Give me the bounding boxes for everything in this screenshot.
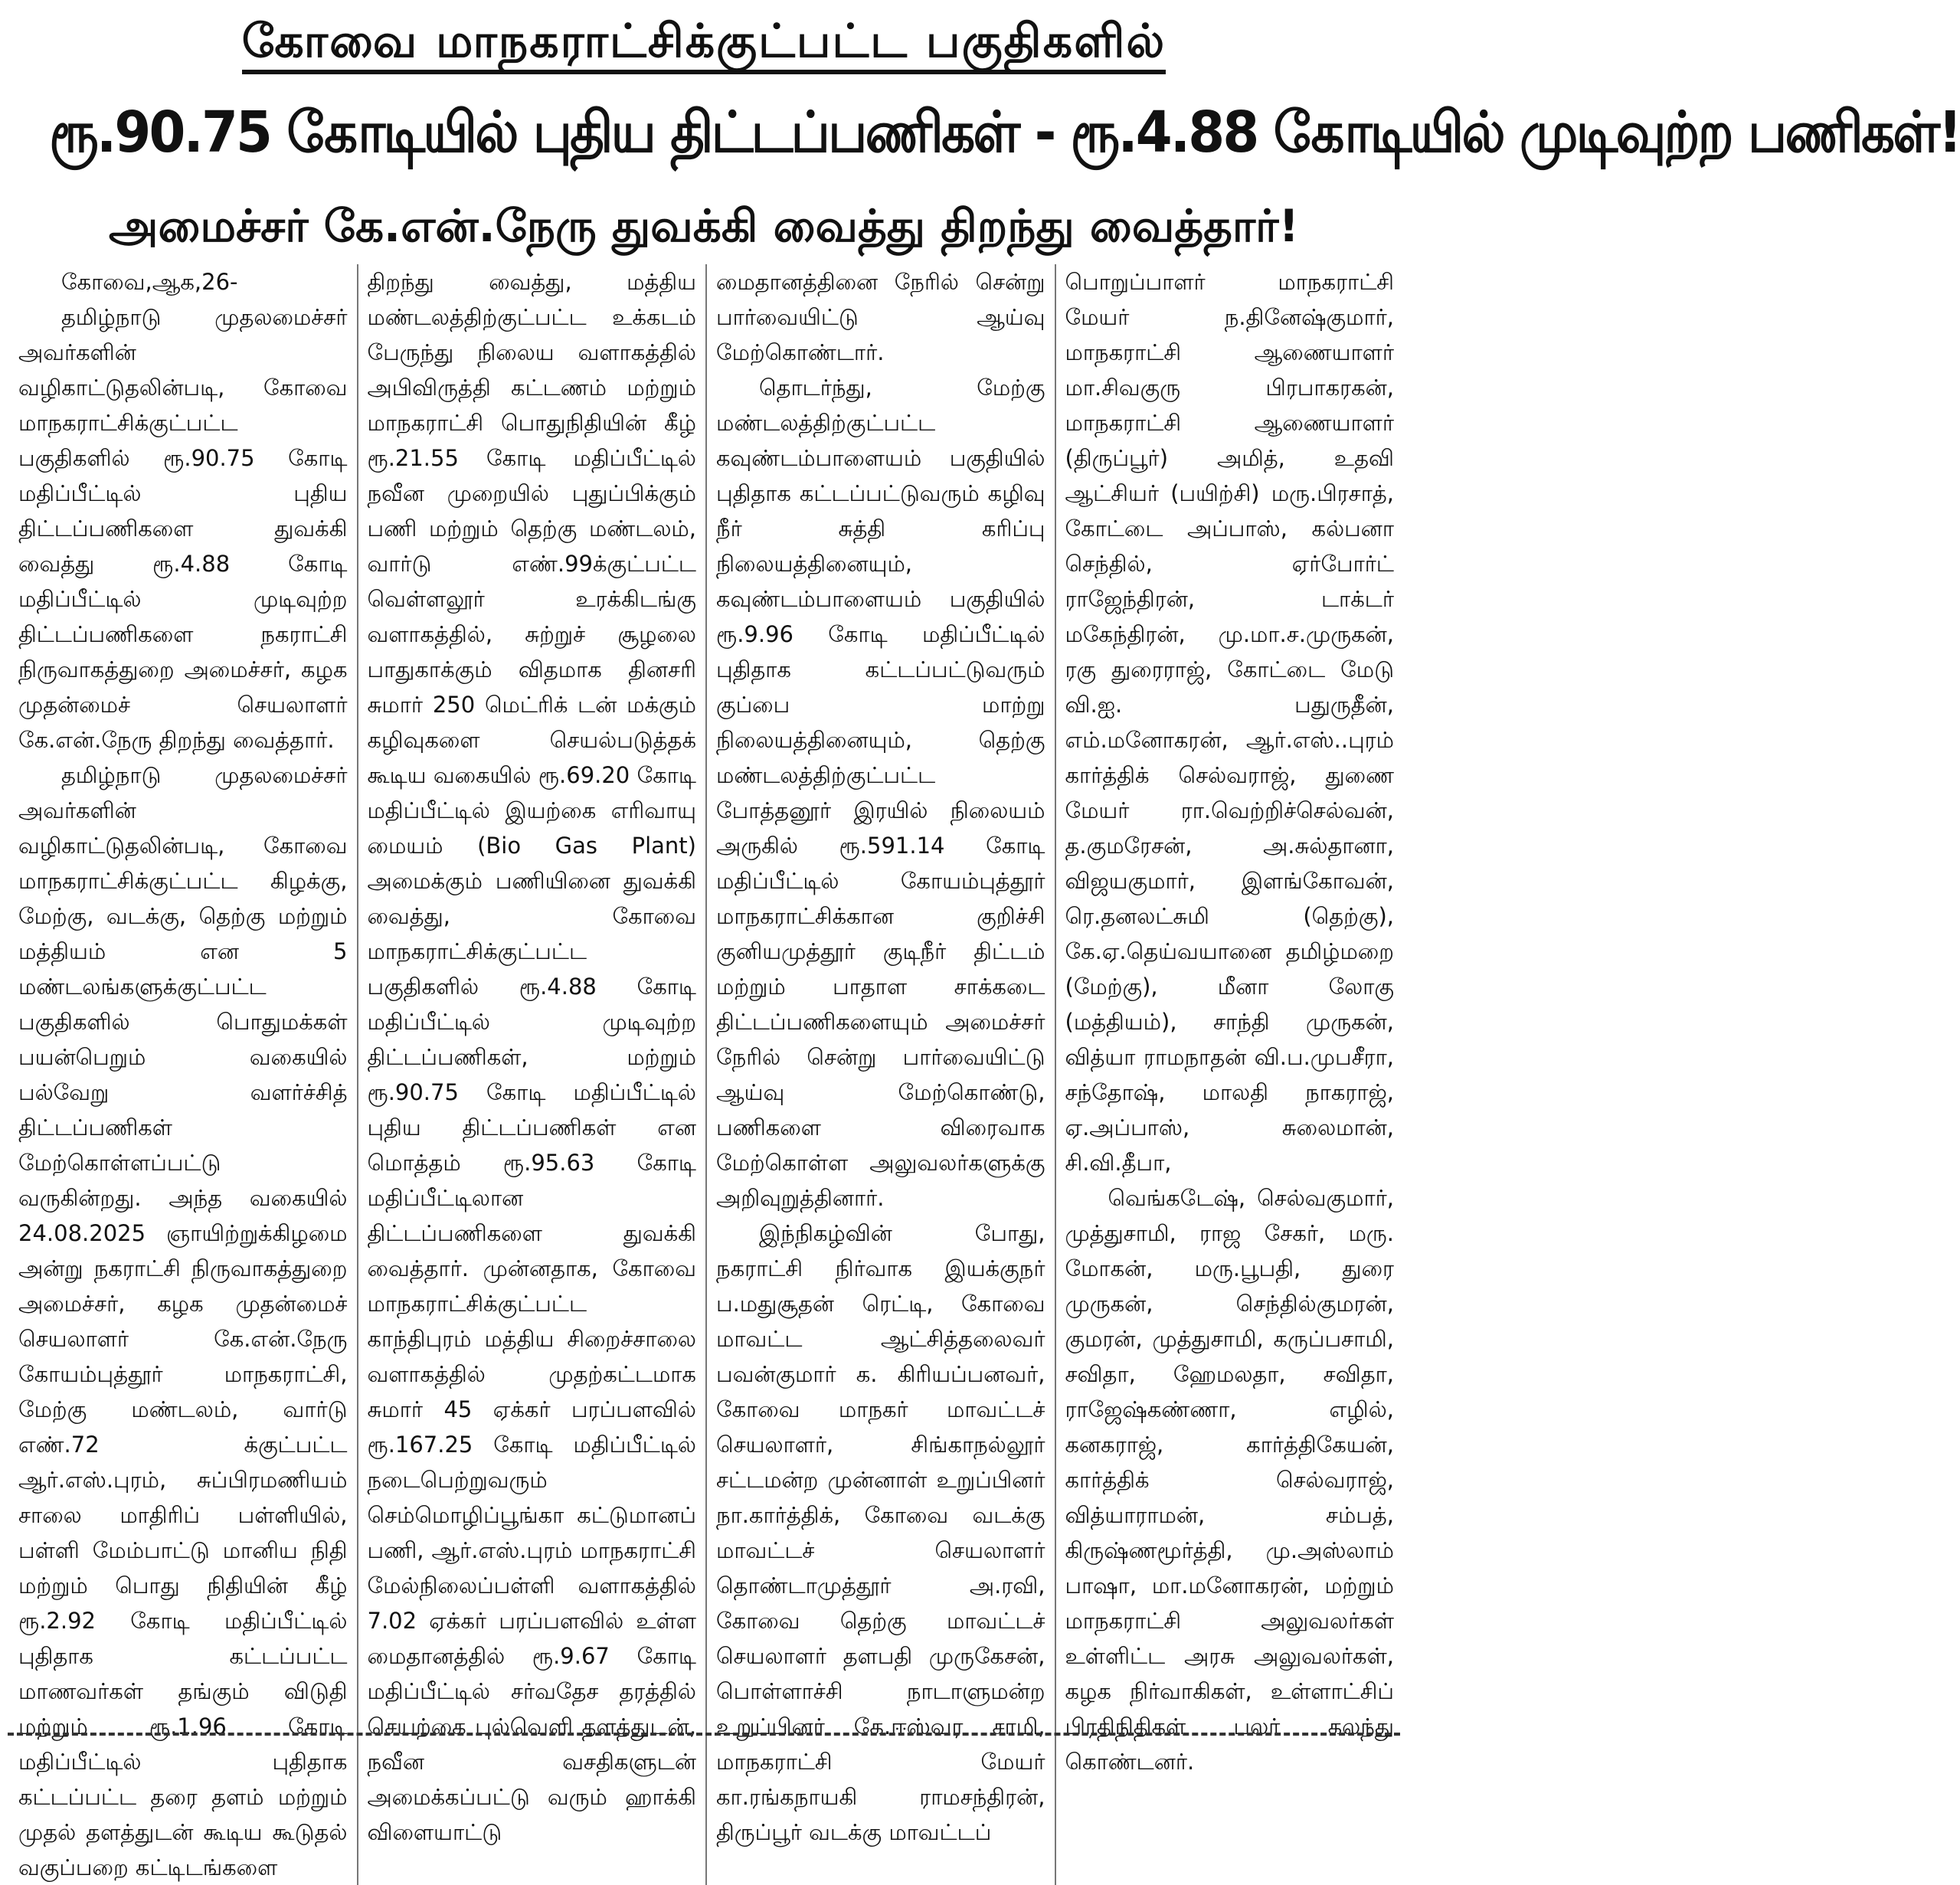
article-column-3 xyxy=(716,264,1045,1885)
paragraph: தமிழ்நாடு முதலமைச்சர் அவர்களின் வழிகாட்டுதலின்படி, கோவை மாநகராட்சிக்குட்பட்ட கிழக்கு, மேற்கு, வடக்கு, தெற்கு மற்றும் மத்தியம் என 5 மண்டலங்களுக்குட்பட்ட பகுதிகளில் பொதுமக்கள் பயன்பெறும் வகையில் பல்வேறு வளர்ச்சித் திட்டப்பணிகள் மேற்கொள்ளப்பட்டு வருகின்றது. அந்த வகையில் 24.08.2025 ஞாயிற்றுக்கிழமை அன்று நகராட்சி நிருவாகத்துறை அமைச்சர், கழக முதன்மைச் செயலாளர் கே.என்.நேரு கோயம்புத்தூர் மாநகராட்சி, மேற்கு மண்டலம், வார்டு எண்.72 க்குட்பட்ட ஆர்.எஸ்.புரம், சுப்பிரமணியம் சாலை மாதிரிப் பள்ளியில், பள்ளி மேம்பாட்டு மானிய நிதி மற்றும் பொது நிதியின் கீழ் ரூ.2.92 கோடி மதிப்பீட்டில் புதிதாக கட்டப்பட்ட மாணவர்கள் தங்கும் விடுதி மற்றும் ரூ.1.96 கோடி மதிப்பீட்டில் புதிதாக கட்டப்பட்ட தரை தளம் மற்றும் முதல் தளத்துடன் கூடிய கூடுதல் வகுப்பறை கட்டிடங்களை xyxy=(18,762,348,1880)
main-headline: ரூ.90.75 கோடியில் புதிய திட்டப்பணிகள் - ரூ.4.88 கோடியில் முடிவுற்ற பணிகள்! xyxy=(49,100,1960,165)
kicker-heading xyxy=(0,14,1408,69)
paragraph: மைதானத்தினை நேரில் சென்று பார்வையிட்டு ஆய்வு மேற்கொண்டார். xyxy=(716,269,1045,365)
paragraph: திறந்து வைத்து, மத்திய மண்டலத்திற்குட்பட்ட உக்கடம் பேருந்து நிலைய வளாகத்தில் அபிவிருத்தி கட்டணம் மற்றும் மாநகராட்சி பொதுநிதியின் கீழ் ரூ.21.55 கோடி மதிப்பீட்டில் நவீன முறையில் புதுப்பிக்கும் பணி மற்றும் தெற்கு மண்டலம், வார்டு எண்.99க்குட்பட்ட வெள்ளலூர் உரக்கிடங்கு வளாகத்தில், சுற்றுச் சூழலை பாதுகாக்கும் விதமாக தினசரி சுமார் 250 மெட்ரிக் டன் மக்கும் கழிவுகளை செயல்படுத்தக் கூடிய வகையில் ரூ.69.20 கோடி மதிப்பீட்டில் இயற்கை எரிவாயு மையம் (Bio Gas Plant) அமைக்கும் பணியினை துவக்கி வைத்து, கோவை மாநகராட்சிக்குட்பட்ட பகுதிகளில் ரூ.4.88 கோடி மதிப்பீட்டில் முடிவுற்ற திட்டப்பணிகள், மற்றும் ரூ.90.75 கோடி மதிப்பீட்டில் புதிய திட்டப்பணிகள் என மொத்தம் ரூ.95.63 கோடி மதிப்பீட்டிலான திட்டப்பணிகளை துவக்கி வைத்தார். முன்னதாக, கோவை மாநகராட்சிக்குட்பட்ட காந்திபுரம் மத்திய சிறைச்சாலை வளாகத்தில் முதற்கட்டமாக சுமார் 45 ஏக்கர் பரப்பளவில் ரூ.167.25 கோடி மதிப்பீட்டில் நடைபெற்றுவரும் செம்மொழிப்பூங்கா கட்டுமானப் பணி, ஆர்.எஸ்.புரம் மாநகராட்சி மேல்நிலைப்பள்ளி வளாகத்தில் 7.02 ஏக்கர் பரப்பளவில் உள்ள மைதானத்தில் ரூ.9.67 கோடி மதிப்பீட்டில் சர்வதேச தரத்தில் செயற்கை புல்வெளி தளத்துடன், நவீன வசதிகளுடன் அமைக்கப்பட்டு வரும் ஹாக்கி விளையாட்டு xyxy=(367,269,696,1845)
article-body xyxy=(18,264,1394,1880)
paragraph: வெங்கடேஷ், செல்வகுமார், முத்துசாமி, ராஜ சேகர், மரு. மோகன், மரு.பூபதி, துரை முருகன், செந்தில்குமரன், குமரன், முத்துசாமி, கருப்பசாமி, சவிதா, ஹேமலதா, சவிதா, ராஜேஷ்கண்ணா, எழில், கனகராஜ், கார்த்திகேயன், கார்த்திக் செல்வராஜ், வித்யாராமன், சம்பத், கிருஷ்ணமூர்த்தி, மு.அஸ்லாம் பாஷா, மா.மனோகரன், மற்றும் மாநகராட்சி அலுவலர்கள் உள்ளிட்ட அரசு அலுவலர்கள், கழக நிர்வாகிகள், உள்ளாட்சிப் பிரதிநிதிகள் பலர் கலந்து கொண்டனர். xyxy=(1065,1185,1394,1775)
paragraph: தமிழ்நாடு முதலமைச்சர் அவர்களின் வழிகாட்டுதலின்படி, கோவை மாநகராட்சிக்குட்பட்ட பகுதிகளில் ரூ.90.75 கோடி மதிப்பீட்டில் புதிய திட்டப்பணிகளை துவக்கி வைத்து ரூ.4.88 கோடி மதிப்பீட்டில் முடிவுற்ற திட்டப்பணிகளை நகராட்சி நிருவாகத்துறை அமைச்சர், கழக முதன்மைச் செயலாளர் கே.என்.நேரு திறந்து வைத்தார். xyxy=(18,304,348,753)
paragraph: இந்நிகழ்வின் போது, நகராட்சி நிர்வாக இயக்குநர் ப.மதுசூதன் ரெட்டி, கோவை மாவட்ட ஆட்சித்தலைவர் பவன்குமார் க. கிரியப்பனவர், கோவை மாநகர் மாவட்டச் செயலாளர், சிங்காநல்லூர் சட்டமன்ற முன்னாள் உறுப்பினர் நா.கார்த்திக், கோவை வடக்கு மாவட்டச் செயலாளர் தொண்டாமுத்தூர் அ.ரவி, கோவை தெற்கு மாவட்டச் செயலாளர் தளபதி முருகேசன், பொள்ளாச்சி நாடாளுமன்ற உறுப்பினர் கே.ஈஸ்வர சாமி, மாநகராட்சி மேயர் கா.ரங்கநாயகி ராமசந்திரன், திருப்பூர் வடக்கு மாவட்டப் xyxy=(716,1220,1045,1845)
paragraph: பொறுப்பாளர் மாநகராட்சி மேயர் ந.தினேஷ்குமார், மாநகராட்சி ஆணையாளர் மா.சிவகுரு பிரபாகரகன், மாநகராட்சி ஆணையாளர் (திருப்பூர்) அமித், உதவி ஆட்சியர் (பயிற்சி) மரு.பிரசாத், கோட்டை அப்பாஸ், கல்பனா செந்தில், ஏர்போர்ட் ராஜேந்திரன், டாக்டர் மகேந்திரன், மு.மா.ச.முருகன், ரகு துரைராஜ், கோட்டை மேடு வி.ஐ. பதுருதீன், எம்.மனோகரன், ஆர்.எஸ்..புரம் கார்த்திக் செல்வராஜ், துணை மேயர் ரா.வெற்றிச்செல்வன், த.குமரேசன், அ.சுல்தானா, விஜயகுமார், இளங்கோவன், ரெ.தனலட்சுமி (தெற்கு), கே.ஏ.தெய்வயானை தமிழ்மறை (மேற்கு), மீனா லோகு (மத்தியம்), சாந்தி முருகன், வித்யா ராமநாதன் வி.ப.முபசீரா, சந்தோஷ், மாலதி நாகராஜ், ஏ.அப்பாஸ், சுலைமான், சி.வி.தீபா, xyxy=(1065,269,1394,1176)
sub-headline: அமைச்சர் கே.என்.நேரு துவக்கி வைத்து திறந்து வைத்தார்! xyxy=(109,200,1299,252)
bottom-divider xyxy=(8,1733,1400,1736)
article-column-1 xyxy=(18,264,348,1885)
article-column-4 xyxy=(1065,264,1395,1885)
paragraph: தொடர்ந்து, மேற்கு மண்டலத்திற்குட்பட்ட கவுண்டம்பாளையம் பகுதியில் புதிதாக கட்டப்பட்டுவரும் கழிவு நீர் சுத்தி கரிப்பு நிலையத்தினையும், கவுண்டம்பாளையம் பகுதியில் ரூ.9.96 கோடி மதிப்பீட்டில் புதிதாக கட்டப்பட்டுவரும் குப்பை மாற்று நிலையத்தினையும், தெற்கு மண்டலத்திற்குட்பட்ட போத்தனூர் இரயில் நிலையம் அருகில் ரூ.591.14 கோடி மதிப்பீட்டில் கோயம்புத்தூர் மாநகராட்சிக்கான குறிச்சி குனியமுத்தூர் குடிநீர் திட்டம் மற்றும் பாதாள சாக்கடை திட்டப்பணிகளையும் அமைச்சர் நேரில் சென்று பார்வையிட்டு ஆய்வு மேற்கொண்டு, பணிகளை விரைவாக மேற்கொள்ள அலுவலர்களுக்கு அறிவுறுத்தினார். xyxy=(716,375,1045,1211)
dateline: கோவை,ஆக,26- xyxy=(61,269,238,295)
article-column-2 xyxy=(368,264,697,1885)
kicker-text: கோவை மாநகராட்சிக்குட்பட்ட பகுதிகளில் xyxy=(242,15,1166,74)
